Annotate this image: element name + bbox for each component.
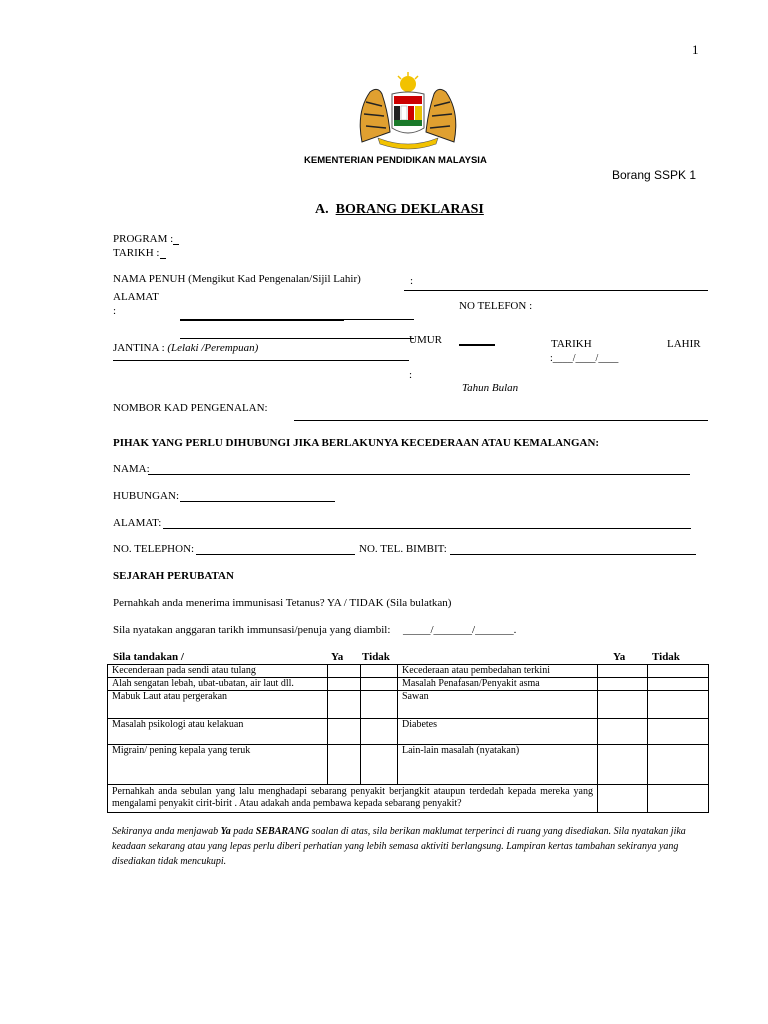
umur-line[interactable] (459, 344, 495, 346)
note-sebarang: SEBARANG (255, 826, 310, 837)
checkbox-cell[interactable] (361, 719, 398, 745)
nama-penuh-label: NAMA PENUH (Mengikut Kad Pengenalan/Sijil Lahir) (113, 273, 361, 285)
nombor-kp-label: NOMBOR KAD PENGENALAN: (113, 402, 268, 414)
condition-cell: Diabetes (398, 719, 598, 745)
emergency-nama-line[interactable] (148, 474, 690, 475)
jantina-line[interactable] (113, 360, 409, 361)
condition-cell: Masalah Penafasan/Penyakit asma (398, 678, 598, 691)
jantina-text: JANTINA : (113, 342, 165, 354)
table-row (108, 719, 709, 745)
note-text: pada (230, 826, 256, 837)
no-telefon-label: NO TELEFON : (459, 300, 533, 312)
alamat-line-2[interactable] (180, 338, 414, 339)
condition-cell: Migrain/ pening kepala yang teruk (108, 745, 328, 785)
checkbox-cell[interactable] (328, 691, 361, 719)
condition-cell: Kecenderaan pada sendi atau tulang (108, 665, 328, 678)
alamat-line-1-thick (180, 319, 344, 321)
condition-cell: Masalah psikologi atau kelakuan (108, 719, 328, 745)
tidak-header-left: Tidak (362, 651, 390, 663)
checkbox-cell[interactable] (328, 719, 361, 745)
tidak-header-right: Tidak (652, 651, 680, 663)
emergency-nama-label: NAMA: (113, 463, 150, 475)
date-question: Sila nyatakan anggaran tarikh immunsasi/penuja yang diambil: (113, 624, 391, 636)
colon-mark-2: : (409, 369, 413, 381)
checkbox-cell[interactable] (648, 785, 709, 813)
alamat-label: ALAMAT (113, 291, 159, 303)
program-label: PROGRAM : (113, 233, 174, 245)
tarikh-lahir-slots[interactable]: :____/____/____ (550, 353, 619, 364)
medical-table (107, 664, 709, 813)
checkbox-cell[interactable] (328, 678, 361, 691)
hubungan-label: HUBUNGAN: (113, 490, 179, 502)
tarikh-label: TARIKH : (113, 247, 160, 259)
checkbox-cell[interactable] (598, 691, 648, 719)
tetanus-question: Pernahkah anda menerima immunisasi Tetanus? YA / TIDAK (Sila bulatkan) (113, 597, 452, 609)
table-label: Sila tandakan / (113, 651, 184, 663)
checkbox-cell[interactable] (361, 678, 398, 691)
checkbox-cell[interactable] (598, 665, 648, 678)
checkbox-cell[interactable] (648, 719, 709, 745)
umur-label: UMUR (409, 334, 443, 346)
condition-cell: Alah sengatan lebah, ubat-ubatan, air laut dll. (108, 678, 328, 691)
colon-mark: : (410, 275, 414, 287)
checkbox-cell[interactable] (598, 745, 648, 785)
section-title (315, 202, 484, 218)
section-prefix: A. (315, 202, 329, 217)
infectious-question: Pernahkah anda sebulan yang lalu menghadapi sebarang penyakit berjangkit ataupun terdedah kepada mereka yang mengalami penyakit cirit-birit . Atau adakah anda pembawa kepada sebarang penyakit? (108, 785, 598, 813)
table-row (108, 745, 709, 785)
checkbox-cell[interactable] (598, 719, 648, 745)
emergency-alamat-line[interactable] (163, 528, 691, 529)
checkbox-cell[interactable] (328, 745, 361, 785)
tarikh-lahir-label: TARIKH (551, 338, 592, 350)
note-text: soalan di atas, sila berikan maklumat terperinci di ruang yang disediakan. Sila nyatakan jika keadaan sekarang atau yang lepas perlu diberi perhatian yang lebih semasa aktiviti berlangsung. Lampiran kertas tambahan sekiranya yang disediakan tidak mencukupi. (112, 826, 686, 867)
medical-heading: SEJARAH PERUBATAN (113, 570, 234, 582)
note-text: Sekiranya anda menjawab (112, 826, 221, 837)
no-tel-bimbit-line[interactable] (450, 554, 696, 555)
immunisation-date-slots[interactable]: _____/_______/_______. (403, 624, 517, 636)
condition-cell: Mabuk Laut atau pergerakan (108, 691, 328, 719)
checkbox-cell[interactable] (648, 678, 709, 691)
checkbox-cell[interactable] (598, 785, 648, 813)
jantina-label (113, 342, 258, 354)
table-row (108, 665, 709, 678)
nama-penuh-line[interactable] (404, 290, 708, 291)
condition-cell: Kecederaan atau pembedahan terkini (398, 665, 598, 678)
checkbox-cell[interactable] (361, 745, 398, 785)
instruction-note (112, 824, 708, 869)
alamat-colon: : (113, 305, 117, 317)
checkbox-cell[interactable] (328, 665, 361, 678)
checkbox-cell[interactable] (648, 745, 709, 785)
checkbox-cell[interactable] (361, 665, 398, 678)
section-title-text: BORANG DEKLARASI (335, 202, 484, 217)
nombor-kp-line[interactable] (294, 420, 708, 421)
condition-cell: Lain-lain masalah (nyatakan) (398, 745, 598, 785)
no-telephon-label: NO. TELEPHON: (113, 543, 195, 555)
ministry-name: KEMENTERIAN PENDIDIKAN MALAYSIA (304, 155, 487, 166)
no-tel-bimbit-label: NO. TEL. BIMBIT: (359, 543, 447, 555)
hubungan-line[interactable] (180, 501, 335, 502)
checkbox-cell[interactable] (648, 691, 709, 719)
checkbox-cell[interactable] (648, 665, 709, 678)
form-code: Borang SSPK 1 (612, 168, 697, 182)
condition-cell: Sawan (398, 691, 598, 719)
tarikh-line[interactable] (160, 258, 166, 259)
note-ya: Ya (220, 826, 231, 837)
no-telephon-line[interactable] (196, 554, 355, 555)
tahun-bulan-label: Tahun Bulan (462, 382, 519, 394)
program-line[interactable] (173, 244, 179, 245)
checkbox-cell[interactable] (361, 691, 398, 719)
checkbox-cell[interactable] (598, 678, 648, 691)
ya-header-right: Ya (613, 651, 626, 663)
table-row (108, 691, 709, 719)
table-row (108, 785, 709, 813)
emergency-alamat-label: ALAMAT: (113, 517, 162, 529)
coat-of-arms-logo (352, 72, 464, 152)
jantina-options: (Lelaki /Perempuan) (167, 342, 259, 354)
emergency-heading: PIHAK YANG PERLU DIHUBUNGI JIKA BERLAKUNYA KECEDERAAN ATAU KEMALANGAN: (113, 437, 600, 449)
lahir-label: LAHIR (667, 338, 701, 350)
page-number: 1 (692, 42, 699, 57)
ya-header-left: Ya (331, 651, 344, 663)
table-row (108, 678, 709, 691)
